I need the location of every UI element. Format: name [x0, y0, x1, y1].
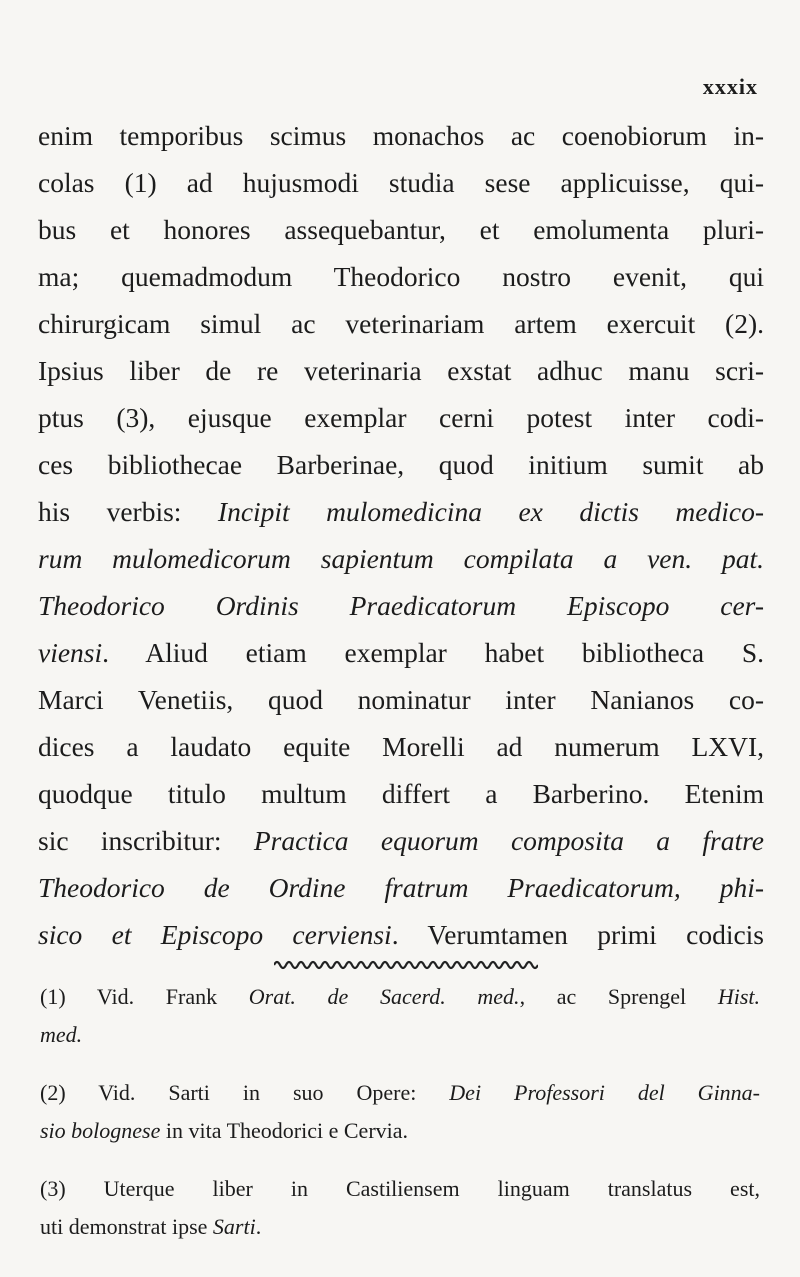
roman-text: enim temporibus scimus monachos ac coenobiorum in- — [38, 120, 764, 151]
text-line — [38, 488, 764, 535]
italic-text: Theodorico Ordinis Praedicatorum Episcopo cer- — [38, 590, 764, 621]
footnote-italic-text: Dei Professori del Ginna- — [449, 1080, 760, 1105]
text-line — [38, 629, 764, 676]
footnote-text: in vita Theodorici e Cervia. — [160, 1118, 409, 1143]
page-number: xxxix — [702, 74, 758, 99]
text-line — [38, 253, 764, 300]
footnote-line — [40, 1016, 760, 1054]
main-text-block — [38, 112, 764, 958]
footnote-text: . — [255, 1214, 262, 1239]
text-line — [38, 911, 764, 958]
italic-text: Practica equorum composita a fratre — [253, 825, 764, 856]
italic-text: sico et Episcopo cerviensi — [38, 919, 392, 950]
footnotes — [40, 978, 760, 1246]
roman-text: sic inscribitur: — [38, 825, 254, 856]
roman-text: . Verumtamen primi codicis — [391, 919, 764, 950]
roman-text: his verbis: — [38, 496, 218, 527]
roman-text: ma; quemadmodum Theodorico nostro evenit, qui — [38, 261, 764, 292]
roman-text: ces bibliothecae Barberinae, quod initium sumit ab — [38, 449, 764, 480]
footnote-line — [40, 1112, 760, 1150]
roman-text: Ipsius liber de re veterinaria exstat adhuc manu scri- — [38, 355, 764, 386]
text-line — [38, 394, 764, 441]
roman-text: quodque titulo multum differt a Barberino. Etenim — [38, 778, 764, 809]
italic-text: Theodorico de Ordine fratrum Praedicatorum, phi- — [38, 872, 764, 903]
footnote-line — [40, 1074, 760, 1112]
italic-text: Incipit mulomedicina ex dictis medico- — [217, 496, 764, 527]
footnote-text: uti demonstrat ipse — [40, 1214, 213, 1239]
footnote-italic-text: sio bolognese — [40, 1118, 161, 1143]
text-line — [38, 347, 764, 394]
footnote-italic-text: Hist. — [717, 984, 760, 1009]
text-line — [38, 817, 764, 864]
roman-text: . Aliud etiam exemplar habet bibliotheca S. — [102, 637, 764, 668]
italic-text: viensi — [38, 637, 103, 668]
text-line — [38, 206, 764, 253]
text-line — [38, 441, 764, 488]
text-line — [38, 864, 764, 911]
roman-text: colas (1) ad hujusmodi studia sese applicuisse, qui- — [38, 167, 764, 198]
roman-text: Marci Venetiis, quod nominatur inter Nanianos co- — [38, 684, 764, 715]
footnote-italic-text: Orat. de Sacerd. med. — [248, 984, 520, 1009]
text-line — [38, 300, 764, 347]
text-line — [38, 159, 764, 206]
text-line — [38, 770, 764, 817]
wavy-divider — [274, 958, 538, 972]
text-line — [38, 676, 764, 723]
roman-text: bus et honores assequebantur, et emolumenta pluri- — [38, 214, 764, 245]
roman-text: dices a laudato equite Morelli ad numerum LXVI, — [38, 731, 764, 762]
footnote-text: (2) Vid. Sarti in suo Opere: — [40, 1080, 450, 1105]
roman-text: chirurgicam simul ac veterinariam artem exercuit (2). — [38, 308, 764, 339]
footnote-line — [40, 978, 760, 1016]
text-line — [38, 723, 764, 770]
footnote-italic-text: med. — [40, 1022, 83, 1047]
italic-text: rum mulomedicorum sapientum compilata a ven. pat. — [38, 543, 764, 574]
footnote-text: , ac Sprengel — [519, 984, 718, 1009]
footnote-text: (3) Uterque liber in Castiliensem linguam translatus est, — [40, 1176, 760, 1201]
text-line — [38, 535, 764, 582]
roman-text: ptus (3), ejusque exemplar cerni potest inter codi- — [38, 402, 764, 433]
footnote-line — [40, 1170, 760, 1208]
footnote-line — [40, 1208, 760, 1246]
footnote-text: (1) Vid. Frank — [40, 984, 249, 1009]
footnote-italic-text: Sarti — [212, 1214, 256, 1239]
text-line — [38, 112, 764, 159]
text-line — [38, 582, 764, 629]
